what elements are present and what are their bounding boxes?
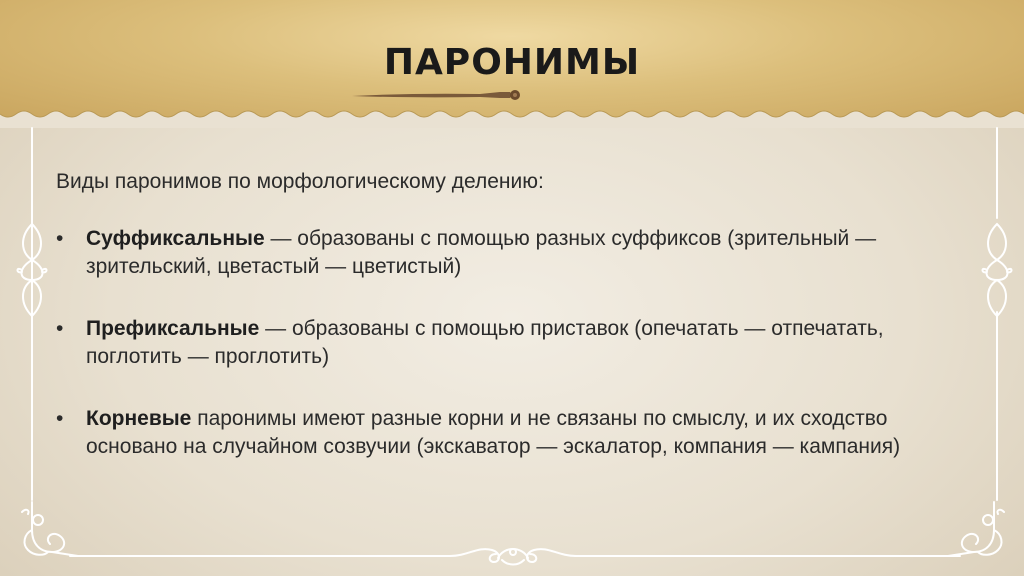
- flourish-ornament-icon: [448, 540, 578, 570]
- bullet-text: — образованы с помощью разных суффиксов (зрительный — зрительский, цветастый — цветистый): [86, 227, 877, 278]
- fountain-pen-icon: [350, 86, 525, 104]
- bullet-dot: •: [56, 407, 64, 430]
- list-item: [56, 225, 956, 281]
- slide-body: [56, 168, 956, 495]
- header-deckled-edge: [0, 108, 1024, 128]
- side-scroll-ornament-icon: [14, 222, 50, 318]
- bullet-text: — образованы с помощью приставок (опечатать — отпечатать, поглотить — проглотить): [86, 317, 884, 368]
- bullet-term: Суффиксальные: [86, 227, 265, 250]
- bullet-term: Префиксальные: [86, 317, 260, 340]
- side-scroll-ornament-icon: [979, 222, 1015, 318]
- bullet-dot: •: [56, 227, 64, 250]
- flourish-ornament-icon: [18, 500, 80, 566]
- bullet-list: [56, 225, 956, 461]
- bullet-dot: •: [56, 317, 64, 340]
- list-item: [56, 405, 956, 461]
- bullet-text: паронимы имеют разные корни и не связаны по смыслу, и их сходство основано на случайном созвучии (экскаватор — эскалатор, компания — кампания): [86, 407, 901, 458]
- bullet-term: Корневые: [86, 407, 192, 430]
- slide-title: ПАРОНИМЫ: [383, 42, 641, 83]
- list-item: [56, 315, 956, 371]
- flourish-ornament-icon: [946, 500, 1008, 566]
- intro-text: Виды паронимов по морфологическому делению:: [56, 170, 544, 193]
